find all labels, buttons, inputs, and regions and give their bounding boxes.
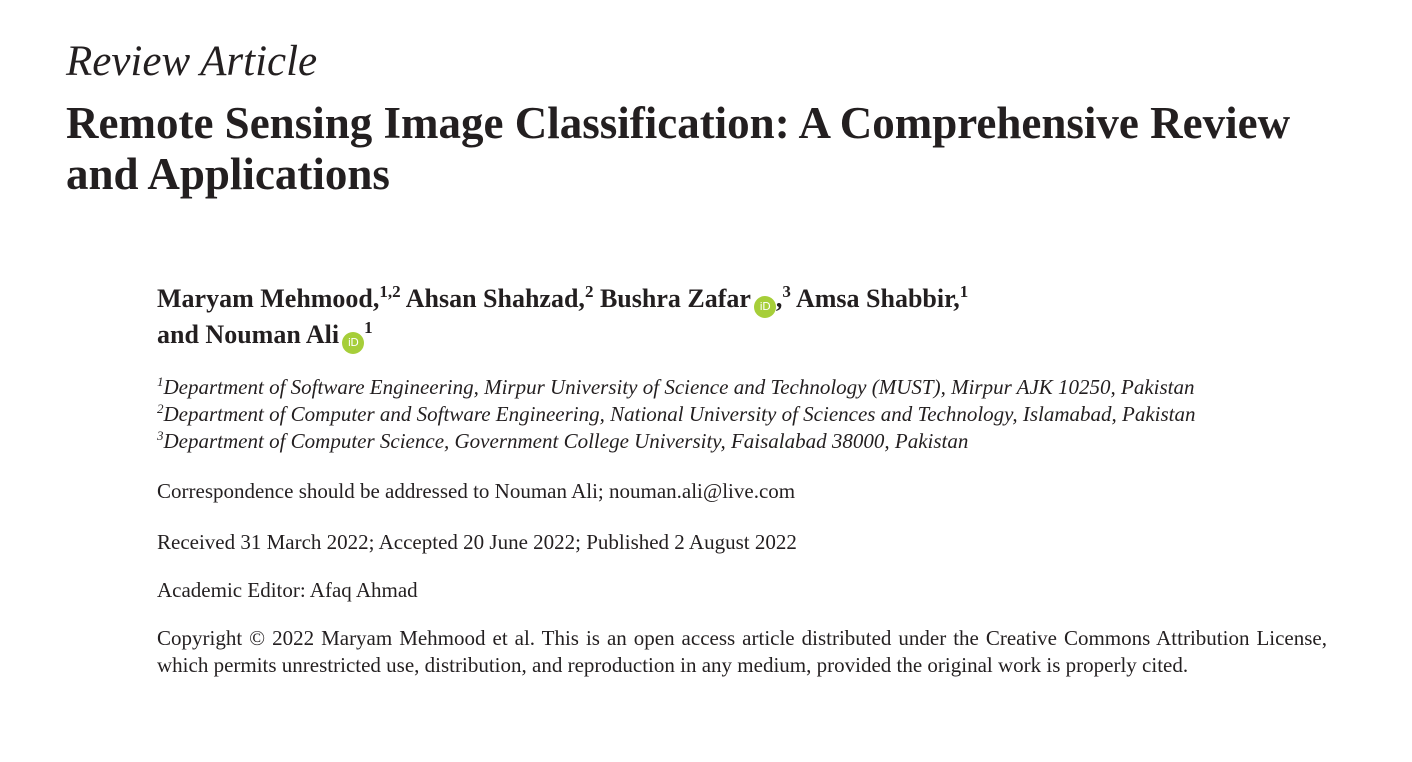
affiliation-number: 3 — [157, 428, 164, 443]
author-name: and Nouman Ali — [157, 320, 340, 349]
author-name: Maryam Mehmood, — [157, 284, 380, 313]
affiliation-text: Department of Computer Science, Government College University, Faisalabad 38000, Pakistan — [163, 429, 969, 453]
affiliation-number: 2 — [157, 401, 164, 416]
author-line-1 — [157, 282, 1357, 318]
author-line-2 — [157, 318, 1357, 354]
author-separator: , — [775, 284, 783, 313]
orcid-icon[interactable]: iD — [342, 332, 364, 354]
publication-dates: Received 31 March 2022; Accepted 20 June 2022; Published 2 August 2022 — [157, 530, 797, 554]
copyright-notice: Copyright © 2022 Maryam Mehmood et al. This is an open access article distributed under the Creative Commons Attribution License, which permits unrestricted use, distribution, and reproduction in any medium, provided the original work is properly cited. — [157, 626, 1327, 677]
author-name: Amsa Shabbir, — [795, 284, 960, 313]
author-list — [157, 282, 1357, 354]
academic-editor: Academic Editor: Afaq Ahmad — [157, 578, 418, 602]
affiliation-item — [157, 374, 1357, 401]
correspondence-note: Correspondence should be addressed to Nouman Ali; nouman.ali@live.com — [157, 479, 796, 503]
author-affiliation-ref: 1 — [959, 282, 969, 301]
article-type: Review Article — [66, 38, 318, 85]
affiliation-number: 1 — [157, 374, 164, 389]
affiliation-item — [157, 401, 1357, 428]
affiliation-item — [157, 428, 1357, 455]
author-name: Ahsan Shahzad, — [405, 284, 585, 313]
author-affiliation-ref: 1 — [364, 318, 373, 337]
author-name: Bushra Zafar — [599, 284, 751, 313]
orcid-icon[interactable]: iD — [754, 296, 776, 318]
affiliation-text: Department of Computer and Software Engineering, National University of Sciences and Technology, Islamabad, Pakistan — [163, 402, 1196, 426]
article-title: Remote Sensing Image Classification: A Comprehensive Review and Applications — [66, 98, 1291, 199]
affiliation-text: Department of Software Engineering, Mirpur University of Science and Technology (MUST), Mirpur AJK 10250, Pakistan — [163, 375, 1195, 399]
affiliation-list — [157, 374, 1357, 455]
author-affiliation-ref: 2 — [584, 282, 594, 301]
author-affiliation-ref: 3 — [782, 282, 791, 301]
author-affiliation-ref: 1,2 — [379, 282, 401, 301]
